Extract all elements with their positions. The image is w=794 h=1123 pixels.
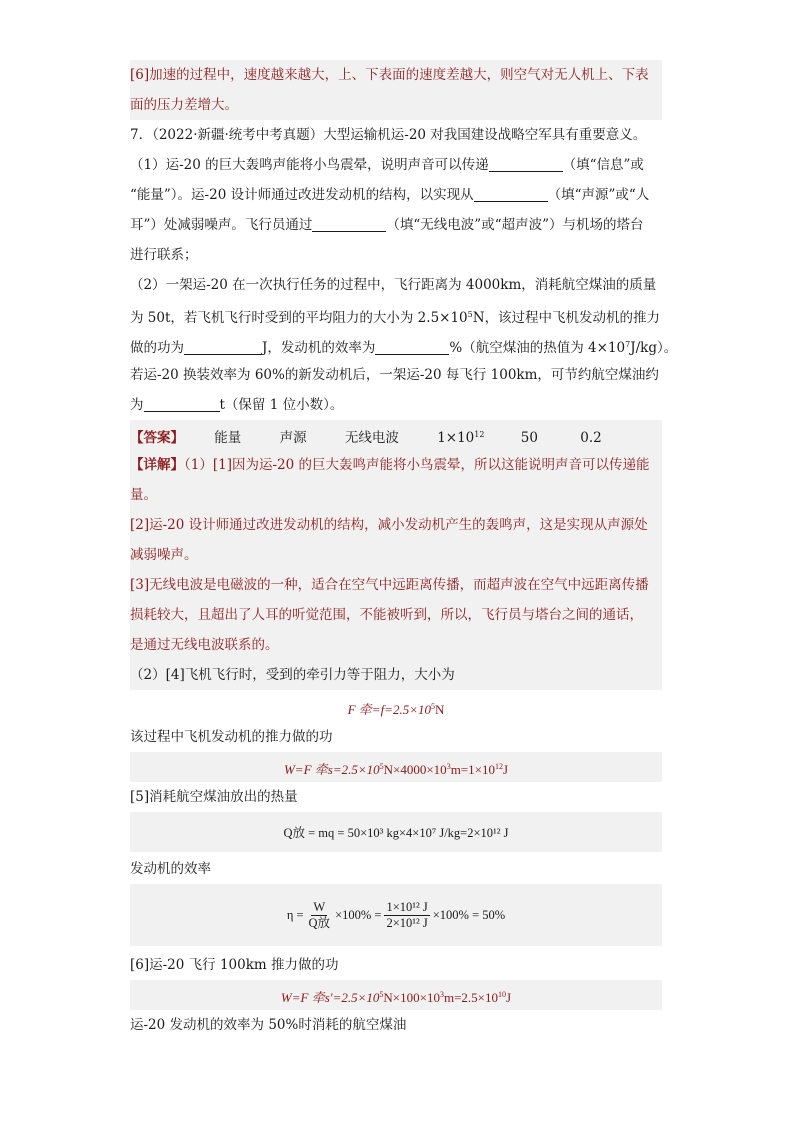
text-segment: m=2.5×10 [443, 990, 499, 1005]
explain-100km-text: [6]运-20 飞行 100km 推力做的功 [130, 957, 339, 973]
explain-s3-line1: [3]无线电波是电磁波的一种，适合在空气中远距离传播，而超声波在空气中远距离传播 [130, 570, 662, 600]
explain-heat-text: [5]消耗航空煤油放出的热量 [130, 789, 298, 805]
exponent: 5 [379, 990, 384, 999]
explain-s2-line1: [2]运-20 设计师通过改进发动机的结构，减小发动机产生的轰鸣声，这是实现从声源处 [130, 510, 662, 540]
text-segment: F 牵=f=2.5×10 [347, 702, 431, 717]
text-segment: （1）运-20 的巨大轰鸣声能将小鸟震晕，说明声音可以传递 [130, 157, 489, 173]
formula-traction-force [130, 692, 662, 722]
text-segment: %（航空煤油的热值为 4×10 [449, 340, 626, 356]
answer-label: 【答案】 [130, 430, 184, 446]
text-segment: t（保留 1 位小数）。 [219, 397, 344, 413]
question-part2-line3 [130, 330, 678, 360]
text-segment: 1×10 [437, 430, 475, 446]
text-segment: J/kg）。 [630, 340, 678, 356]
text-segment: （填“声源”或“人 [547, 187, 650, 203]
fraction [384, 900, 429, 931]
text-segment: N×100×10 [383, 990, 440, 1005]
exponent: 5 [379, 762, 384, 771]
question-header: 7．（2022·新疆·统考中考真题）大型运输机运-20 对我国建设战略空军具有重要意义。 [130, 127, 647, 143]
formula-heat: Q放 = mq = 50×10³ kg×4×10⁷ J/kg=2×10¹² J [130, 812, 662, 852]
document-page [130, 60, 678, 1040]
text-segment: J，发动机的效率为 [262, 340, 376, 356]
text-segment: m=1×10 [450, 762, 495, 777]
text-segment: W=F 牵s′=2.5×10 [280, 990, 380, 1005]
answer-row [130, 420, 662, 450]
prev-explain-line-1: [6]加速的过程中，速度越来越大，上、下表面的速度差越大，则空气对无人机上、下表 [130, 60, 662, 90]
exponent: 7 [625, 340, 631, 349]
explain-fuel-text: 运-20 发动机的效率为 50%时消耗的航空煤油 [130, 1017, 407, 1033]
text-segment: 为 [130, 397, 144, 413]
answer-2: 声源 [279, 430, 307, 446]
question-part2-line5 [130, 390, 662, 420]
text-segment: ×100% = 50% [432, 907, 506, 922]
numerator: W [313, 899, 326, 914]
text-segment: N，该过程中飞机发动机的推力 [472, 310, 661, 326]
explain-efficiency-text: 发动机的效率 [130, 861, 211, 877]
answer-blank-2 [474, 185, 548, 202]
text-segment: 为 50t，若飞机飞行时受到的平均阻力的大小为 2.5×10 [130, 310, 468, 326]
fraction [307, 900, 333, 931]
explain-s3-line3: 是通过无线电波联系的。 [130, 630, 662, 660]
exponent: 5 [430, 702, 435, 711]
denominator: Q放 [308, 915, 331, 930]
explain-s1-line2: 量。 [130, 480, 662, 510]
explain-s2-line2: 减弱噪声。 [130, 540, 662, 570]
question-part1-line1 [130, 150, 662, 180]
text-segment: N [434, 702, 445, 717]
answer-blank-3 [312, 215, 386, 232]
explain-s3-line2: 损耗较大，且超出了人耳的听觉范围，不能被听到，所以，飞行员与塔台之间的通话， [130, 600, 662, 630]
question-part1-line2 [130, 180, 662, 210]
question-part2-line4: 若运-20 换装效率为 60%的新发动机后，一架运-20 每飞行 100km，可节约航空煤油约 [130, 367, 659, 383]
text-segment: 做的功为 [130, 340, 184, 356]
text-segment: N×4000×10 [383, 762, 447, 777]
text-segment: ×100% = [335, 907, 382, 922]
formula-efficiency [130, 884, 662, 946]
question-part1-line4: 进行联系； [130, 247, 198, 263]
text-segment: 耳”）处减弱噪声。飞行员通过 [130, 217, 313, 233]
text-segment: J [502, 762, 509, 777]
explain-work-text: 该过程中飞机发动机的推力做的功 [130, 729, 333, 745]
text-segment: J [506, 990, 512, 1005]
exponent: 12 [494, 762, 503, 771]
formula-work-100km [130, 980, 662, 1010]
exponent: 3 [439, 990, 444, 999]
answer-blank-4 [184, 338, 262, 355]
answer-5: 50 [520, 430, 538, 446]
exponent: 10 [498, 990, 507, 999]
text-segment: （1）[1]因为运-20 的巨大轰鸣声能将小鸟震晕，所以这能说明声音可以传递能 [184, 457, 650, 473]
question-part2-line2 [130, 300, 662, 330]
explain-label: 【详解】 [130, 457, 184, 473]
explain-s4: （2）[4]飞机飞行时，受到的牵引力等于阻力，大小为 [130, 660, 662, 690]
formula-work [130, 752, 662, 782]
answer-blank-1 [489, 155, 563, 172]
prev-explain-line-2: 面的压力差增大。 [130, 90, 662, 120]
text-segment: η = [286, 907, 304, 922]
answer-3: 无线电波 [344, 430, 399, 446]
answer-1: 能量 [214, 430, 242, 446]
text-segment: （填“无线电波”或“超声波”）与机场的塔台 [386, 217, 644, 233]
text-segment: W=F 牵s=2.5×10 [283, 762, 380, 777]
question-part2-line1: （2）一架运-20 在一次执行任务的过程中，飞行距离为 4000km，消耗航空煤油的质量 [130, 277, 657, 293]
exponent: 5 [467, 310, 473, 319]
text-segment: （填“信息”或 [562, 157, 644, 173]
answer-4 [437, 420, 484, 453]
text-segment: “能量”）。运-20 设计师通过改进发动机的结构，以实现从 [130, 187, 474, 203]
explain-s1-line1 [130, 450, 662, 480]
answer-6: 0.2 [580, 430, 602, 446]
answer-blank-5 [375, 338, 449, 355]
denominator: 2×10¹² J [386, 915, 428, 930]
numerator: 1×10¹² J [386, 899, 428, 914]
exponent: 12 [474, 430, 485, 439]
question-part1-line3 [130, 210, 662, 240]
answer-blank-6 [144, 395, 220, 412]
exponent: 3 [446, 762, 451, 771]
